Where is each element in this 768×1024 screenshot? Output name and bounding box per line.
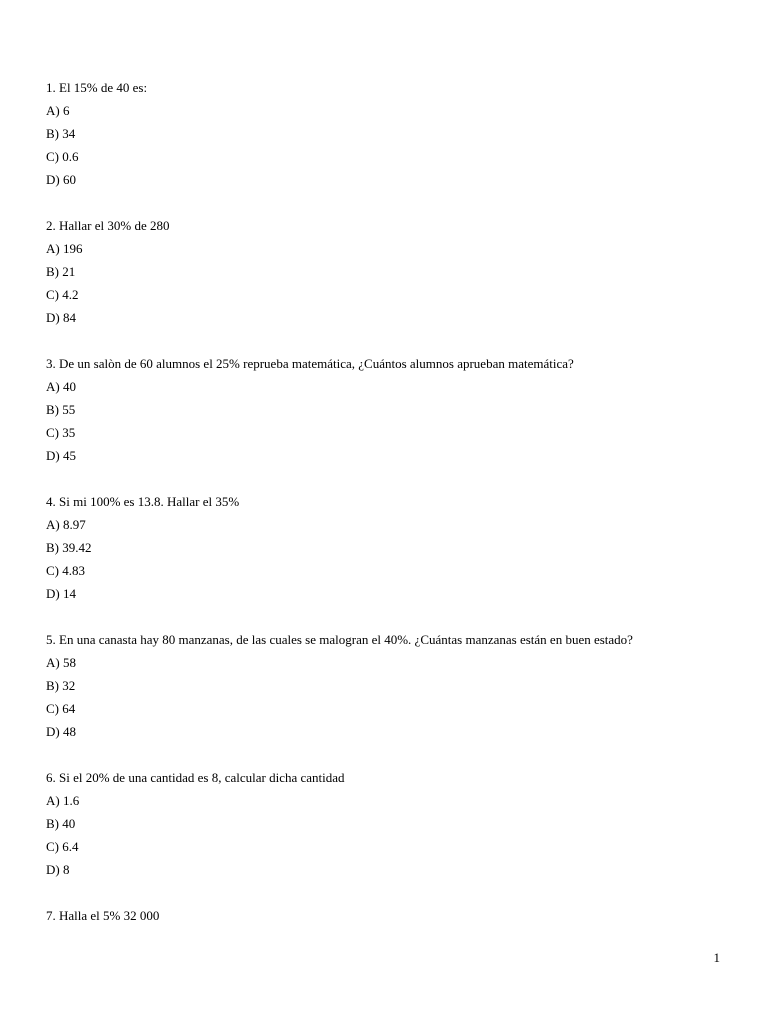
option-d: D) 84 [46,310,76,325]
question-6 [46,766,726,881]
option-b: B) 21 [46,264,76,279]
option-c: C) 35 [46,425,76,440]
option-d: D) 8 [46,862,70,877]
question-prompt: 4. Si mi 100% es 13.8. Hallar el 35% [46,494,240,509]
question-prompt: 7. Halla el 5% 32 000 [46,908,160,923]
question-5 [46,628,726,743]
option-d: D) 45 [46,448,76,463]
option-d: D) 60 [46,172,76,187]
page-number: 1 [713,950,720,965]
document-body [46,76,726,950]
option-b: B) 39.42 [46,540,92,555]
question-3 [46,352,726,467]
option-c: C) 6.4 [46,839,79,854]
question-prompt: 5. En una canasta hay 80 manzanas, de las cuales se malogran el 40%. ¿Cuántas manzanas están en buen estado? [46,632,633,647]
question-2 [46,214,726,329]
option-d: D) 14 [46,586,76,601]
option-a: A) 1.6 [46,793,80,808]
option-b: B) 32 [46,678,76,693]
option-d: D) 48 [46,724,76,739]
question-7 [46,904,726,927]
question-prompt: 1. El 15% de 40 es: [46,80,148,95]
question-prompt: 3. De un salòn de 60 alumnos el 25% reprueba matemática, ¿Cuántos alumnos aprueban matemática? [46,356,574,371]
question-prompt: 6. Si el 20% de una cantidad es 8, calcular dicha cantidad [46,770,345,785]
option-c: C) 4.2 [46,287,79,302]
question-4 [46,490,726,605]
option-a: A) 8.97 [46,517,86,532]
option-c: C) 4.83 [46,563,85,578]
question-prompt: 2. Hallar el 30% de 280 [46,218,170,233]
option-a: A) 6 [46,103,70,118]
option-c: C) 64 [46,701,76,716]
option-a: A) 40 [46,379,76,394]
option-b: B) 40 [46,816,76,831]
option-a: A) 196 [46,241,83,256]
option-c: C) 0.6 [46,149,79,164]
question-1 [46,76,726,191]
option-b: B) 34 [46,126,76,141]
option-b: B) 55 [46,402,76,417]
option-a: A) 58 [46,655,76,670]
